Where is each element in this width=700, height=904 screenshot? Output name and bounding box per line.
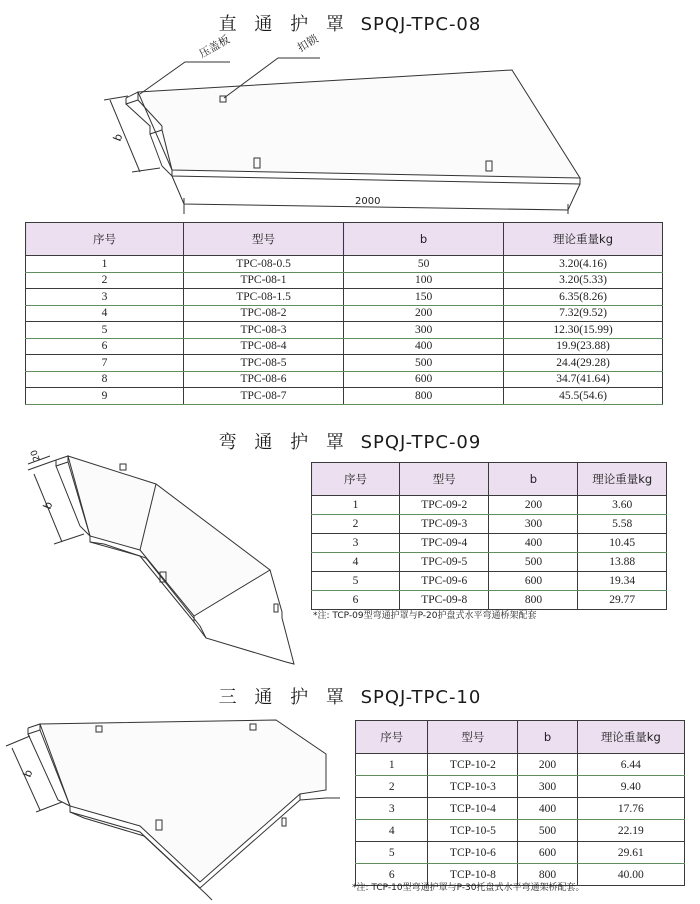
table-cell: 22.19	[577, 820, 684, 842]
section-title-tee	[0, 683, 700, 709]
col-header: 型号	[399, 463, 488, 496]
title-cn: 三 通 护 罩	[218, 687, 350, 708]
label-20: 20	[29, 448, 43, 463]
table-cell: 19.34	[578, 572, 667, 591]
title-code: SPQJ-TPC-10	[360, 687, 482, 708]
table-cell: TPC-09-4	[399, 534, 488, 553]
label-pressure-plate: 压盖板	[197, 32, 233, 61]
col-header: 序号	[26, 223, 184, 256]
title-code: SPQJ-TPC-09	[360, 432, 482, 453]
table-row	[26, 322, 663, 339]
table-cell: 1	[356, 754, 428, 776]
table-cell: TCP-10-2	[428, 754, 518, 776]
table-cell: TPC-08-4	[183, 338, 343, 355]
table-cell: TCP-10-4	[428, 798, 518, 820]
table-cell: 600	[518, 842, 577, 864]
table-cell: 4	[356, 820, 428, 842]
label-length: 2000	[355, 196, 381, 207]
table-cell: TCP-10-8	[428, 864, 518, 886]
table-cell: TPC-09-5	[399, 553, 488, 572]
label-b: b	[40, 499, 56, 512]
table-cell: 300	[518, 776, 577, 798]
table-cell: TPC-09-2	[399, 496, 488, 515]
col-header: 理论重量kg	[578, 463, 667, 496]
table-cell: 800	[518, 864, 577, 886]
note-tee: *注: TCP-10型弯通护罩与P-30托盘式水平弯通架桥配套。	[352, 883, 585, 893]
table-cell: 5	[312, 572, 400, 591]
title-cn: 直 通 护 罩	[218, 14, 350, 35]
table-cell: 5	[356, 842, 428, 864]
straight-cover-drawing	[0, 0, 700, 220]
table-cell: 12.30(15.99)	[504, 322, 663, 339]
table-header-row	[26, 223, 663, 256]
label-b: b	[20, 767, 36, 780]
table-row	[312, 572, 667, 591]
table-cell: 6.35(8.26)	[504, 289, 663, 306]
table-cell: 500	[518, 820, 577, 842]
table-row	[26, 355, 663, 372]
table-header-row	[356, 721, 685, 754]
table-cell: 19.9(23.88)	[504, 338, 663, 355]
table-row	[26, 272, 663, 289]
table-cell: 9	[26, 388, 184, 405]
table-cell: 29.77	[578, 591, 667, 610]
table-cell: 3	[26, 289, 184, 306]
tee-cover-drawing	[0, 710, 340, 900]
col-header: 序号	[312, 463, 400, 496]
col-header: b	[489, 463, 578, 496]
table-cell: 6.44	[577, 754, 684, 776]
table-row	[26, 256, 663, 273]
table-row	[312, 496, 667, 515]
table-cell: 300	[344, 322, 504, 339]
table-cell: 400	[489, 534, 578, 553]
table-row	[312, 515, 667, 534]
table-row	[356, 798, 685, 820]
table-row	[356, 776, 685, 798]
label-b: b	[110, 131, 126, 144]
title-code: SPQJ-TPC-08	[360, 14, 482, 35]
table-cell: 50	[344, 256, 504, 273]
table-header-row	[312, 463, 667, 496]
table-cell: 800	[489, 591, 578, 610]
table-cell: TCP-10-5	[428, 820, 518, 842]
table-cell: 9.40	[577, 776, 684, 798]
table-row	[312, 591, 667, 610]
table-cell: 34.7(41.64)	[504, 371, 663, 388]
table-cell: 8	[26, 371, 184, 388]
table-cell: 500	[489, 553, 578, 572]
col-header: b	[344, 223, 504, 256]
table-cell: 1	[26, 256, 184, 273]
table-cell: TPC-09-8	[399, 591, 488, 610]
table-cell: TPC-08-3	[183, 322, 343, 339]
title-cn: 弯 通 护 罩	[218, 432, 350, 453]
table-cell: TCP-10-3	[428, 776, 518, 798]
table-row	[312, 553, 667, 572]
table-cell: 29.61	[577, 842, 684, 864]
table-cell: 100	[344, 272, 504, 289]
table-cell: TPC-08-0.5	[183, 256, 343, 273]
table-row	[26, 371, 663, 388]
table-cell: 6	[312, 591, 400, 610]
table-row	[312, 534, 667, 553]
table-row	[356, 820, 685, 842]
table-cell: TPC-08-1	[183, 272, 343, 289]
table-cell: 3	[356, 798, 428, 820]
table-cell: 1	[312, 496, 400, 515]
table-cell: 10.45	[578, 534, 667, 553]
table-cell: TPC-08-2	[183, 305, 343, 322]
table-cell: 17.76	[577, 798, 684, 820]
col-header: 序号	[356, 721, 428, 754]
table-cell: 13.88	[578, 553, 667, 572]
elbow-cover-drawing	[0, 440, 300, 670]
label-buckle: 扣锁	[295, 32, 321, 55]
spec-table-elbow	[311, 462, 667, 610]
table-cell: 3	[312, 534, 400, 553]
table-row	[26, 305, 663, 322]
table-cell: 40.00	[577, 864, 684, 886]
table-row	[356, 754, 685, 776]
table-cell: TPC-08-1.5	[183, 289, 343, 306]
table-cell: 5.58	[578, 515, 667, 534]
table-cell: 5	[26, 322, 184, 339]
table-cell: TPC-08-6	[183, 371, 343, 388]
table-cell: 4	[312, 553, 400, 572]
table-cell: 2	[312, 515, 400, 534]
table-row	[356, 842, 685, 864]
table-cell: TPC-09-3	[399, 515, 488, 534]
table-cell: 800	[344, 388, 504, 405]
table-cell: 500	[344, 355, 504, 372]
table-cell: 3.20(5.33)	[504, 272, 663, 289]
table-cell: 24.4(29.28)	[504, 355, 663, 372]
table-cell: 600	[344, 371, 504, 388]
table-row	[26, 289, 663, 306]
table-cell: 600	[489, 572, 578, 591]
table-cell: 200	[489, 496, 578, 515]
table-cell: 150	[344, 289, 504, 306]
table-cell: TPC-08-5	[183, 355, 343, 372]
table-cell: 2	[26, 272, 184, 289]
table-cell: 7	[26, 355, 184, 372]
table-cell: 3.60	[578, 496, 667, 515]
spec-table-straight	[25, 222, 663, 405]
table-cell: 6	[26, 338, 184, 355]
table-cell: 7.32(9.52)	[504, 305, 663, 322]
table-cell: 200	[344, 305, 504, 322]
table-cell: 45.5(54.6)	[504, 388, 663, 405]
note-elbow: *注: TCP-09型弯通护罩与P-20护盘式水平弯通桥架配套	[313, 611, 537, 621]
table-cell: 4	[26, 305, 184, 322]
table-row	[26, 338, 663, 355]
table-cell: 400	[344, 338, 504, 355]
table-cell: TPC-08-7	[183, 388, 343, 405]
table-cell: 3.20(4.16)	[504, 256, 663, 273]
table-cell: 300	[489, 515, 578, 534]
col-header: 理论重量kg	[577, 721, 684, 754]
col-header: 理论重量kg	[504, 223, 663, 256]
table-cell: 6	[356, 864, 428, 886]
table-cell: 2	[356, 776, 428, 798]
table-cell: TCP-10-6	[428, 842, 518, 864]
col-header: 型号	[428, 721, 518, 754]
table-cell: 200	[518, 754, 577, 776]
table-cell: 400	[518, 798, 577, 820]
spec-table-tee	[355, 720, 685, 886]
table-cell: TPC-09-6	[399, 572, 488, 591]
col-header: b	[518, 721, 577, 754]
col-header: 型号	[183, 223, 343, 256]
table-row	[26, 388, 663, 405]
